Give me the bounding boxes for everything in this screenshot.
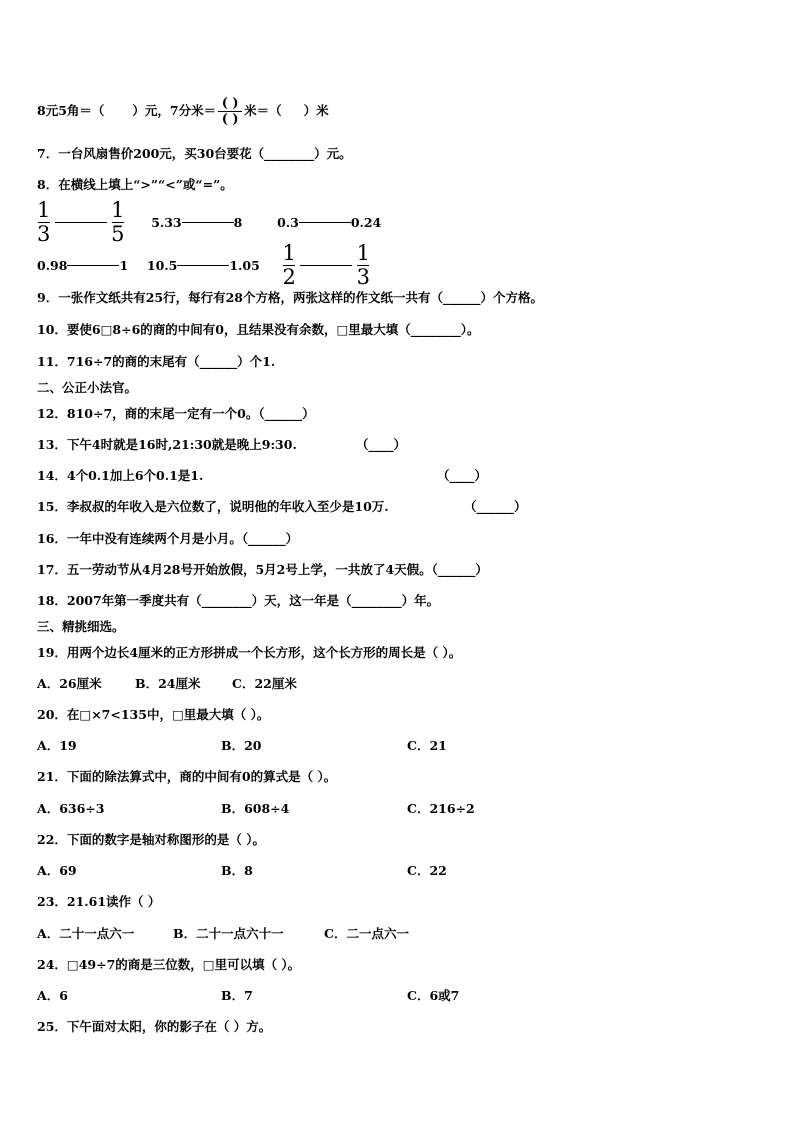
question-18: 18．2007年第一季度共有（________）天，这一年是（________）年。: [37, 593, 440, 608]
conversion-suffix: ）米: [303, 103, 329, 118]
q19-option-a[interactable]: A．26厘米: [37, 676, 102, 691]
conversion-prefix: 8元5角＝（: [37, 103, 105, 118]
question-12: 12．810÷7，商的末尾一定有一个0。（______）: [37, 406, 315, 421]
question-17: 17．五一劳动节从4月28号开始放假，5月2号上学，一共放了4天假。（______）: [37, 562, 488, 577]
compare-value: 1.05: [229, 258, 260, 273]
q24-option-c[interactable]: C．6或7: [407, 988, 460, 1003]
paren-fraction-bottom: ( ): [221, 112, 239, 127]
question-11: 11．716÷7的商的末尾有（______）个1.: [37, 354, 276, 369]
question-22: 22．下面的数字是轴对称图形的是（ ）。: [37, 832, 265, 847]
q21-option-b[interactable]: B．608÷4: [221, 801, 290, 816]
compare-value: 0.98: [37, 258, 68, 273]
q20-option-b[interactable]: B．20: [221, 738, 262, 753]
compare-blank[interactable]: [182, 222, 234, 223]
question-14: 14．4个0.1加上6个0.1是1.: [37, 468, 204, 483]
question-23: 23．21.61读作（ ）: [37, 894, 161, 909]
question-15: 15．李叔叔的年收入是六位数了，说明他的年收入至少是10万.: [37, 499, 389, 514]
compare-value: 1: [119, 258, 129, 273]
q24-option-a[interactable]: A．6: [37, 988, 68, 1003]
q24-option-b[interactable]: B．7: [221, 988, 253, 1003]
question-21: 21．下面的除法算式中，商的中间有0的算式是（ ）。: [37, 769, 337, 784]
q19-option-c[interactable]: C．22厘米: [232, 676, 297, 691]
question-20: 20．在□×7<135中，□里最大填（ ）。: [37, 707, 270, 722]
section-heading-2: 二、公正小法官。: [37, 380, 138, 395]
compare-value: 10.5: [146, 258, 178, 273]
q21-option-c[interactable]: C．216÷2: [407, 801, 475, 816]
compare-blank[interactable]: [67, 265, 119, 266]
q20-option-a[interactable]: A．19: [37, 738, 77, 753]
question-13-blank[interactable]: （____）: [356, 437, 407, 452]
question-25: 25．下午面对太阳，你的影子在（ ）方。: [37, 1019, 272, 1034]
q20-option-c[interactable]: C．21: [407, 738, 447, 753]
paren-fraction-top: ( ): [221, 96, 239, 111]
compare-value: 0.3: [277, 215, 299, 230]
compare-row-1: [37, 200, 381, 245]
question-9: 9．一张作文纸共有25行，每行有28个方格，两张这样的作文纸一共有（______）个方格。: [37, 290, 543, 305]
compare-blank[interactable]: [299, 222, 351, 223]
compare-blank[interactable]: [55, 222, 107, 223]
conversion-mid2: 米＝（: [244, 103, 282, 118]
question-14-blank[interactable]: （____）: [437, 468, 488, 483]
q23-option-b[interactable]: B．二十一点六十一: [173, 926, 284, 941]
q22-option-a[interactable]: A．69: [37, 863, 77, 878]
compare-row-2: [37, 243, 370, 288]
fraction-one-half: $\frac{1}{2}$: [282, 241, 296, 289]
conversion-mid1: ）元，7分米＝: [132, 103, 217, 118]
paren-fraction: [218, 96, 242, 127]
compare-value: 0.24: [350, 215, 382, 230]
question-24: 24．□49÷7的商是三位数，□里可以填（ ）。: [37, 957, 301, 972]
question-15-blank[interactable]: （______）: [464, 499, 527, 514]
question-7: 7．一台风扇售价200元，买30台要花（________）元。: [37, 146, 352, 161]
question-19: 19．用两个边长4厘米的正方形拼成一个长方形，这个长方形的周长是（ ）。: [37, 645, 462, 660]
fraction-one-fifth: $\frac{1}{5}$: [111, 198, 125, 246]
q22-option-c[interactable]: C．22: [407, 863, 447, 878]
question-10: 10．要使6□8÷6的商的中间有0，且结果没有余数，□里最大填（________）。: [37, 322, 480, 337]
question-13: 13．下午4时就是16时,21:30就是晚上9:30.: [37, 437, 297, 452]
q23-option-a[interactable]: A．二十一点六一: [37, 926, 135, 941]
section-heading-3: 三、精挑细选。: [37, 619, 125, 634]
compare-blank[interactable]: [177, 265, 229, 266]
question-16: 16．一年中没有连续两个月是小月。（______）: [37, 531, 299, 546]
compare-value: 5.33: [151, 215, 182, 230]
q21-option-a[interactable]: A．636÷3: [37, 801, 105, 816]
q23-option-c[interactable]: C．二一点六一: [324, 926, 409, 941]
compare-blank[interactable]: [300, 265, 352, 266]
q19-option-b[interactable]: B．24厘米: [135, 676, 201, 691]
fraction-one-third: $\frac{1}{3}$: [37, 198, 51, 246]
q22-option-b[interactable]: B．8: [221, 863, 253, 878]
question-8: 8．在横线上填上“>”“<”或“=”。: [37, 177, 233, 192]
fraction-one-third-b: $\frac{1}{3}$: [356, 241, 370, 289]
conversion-line: [37, 96, 329, 127]
compare-value: 8: [233, 215, 243, 230]
